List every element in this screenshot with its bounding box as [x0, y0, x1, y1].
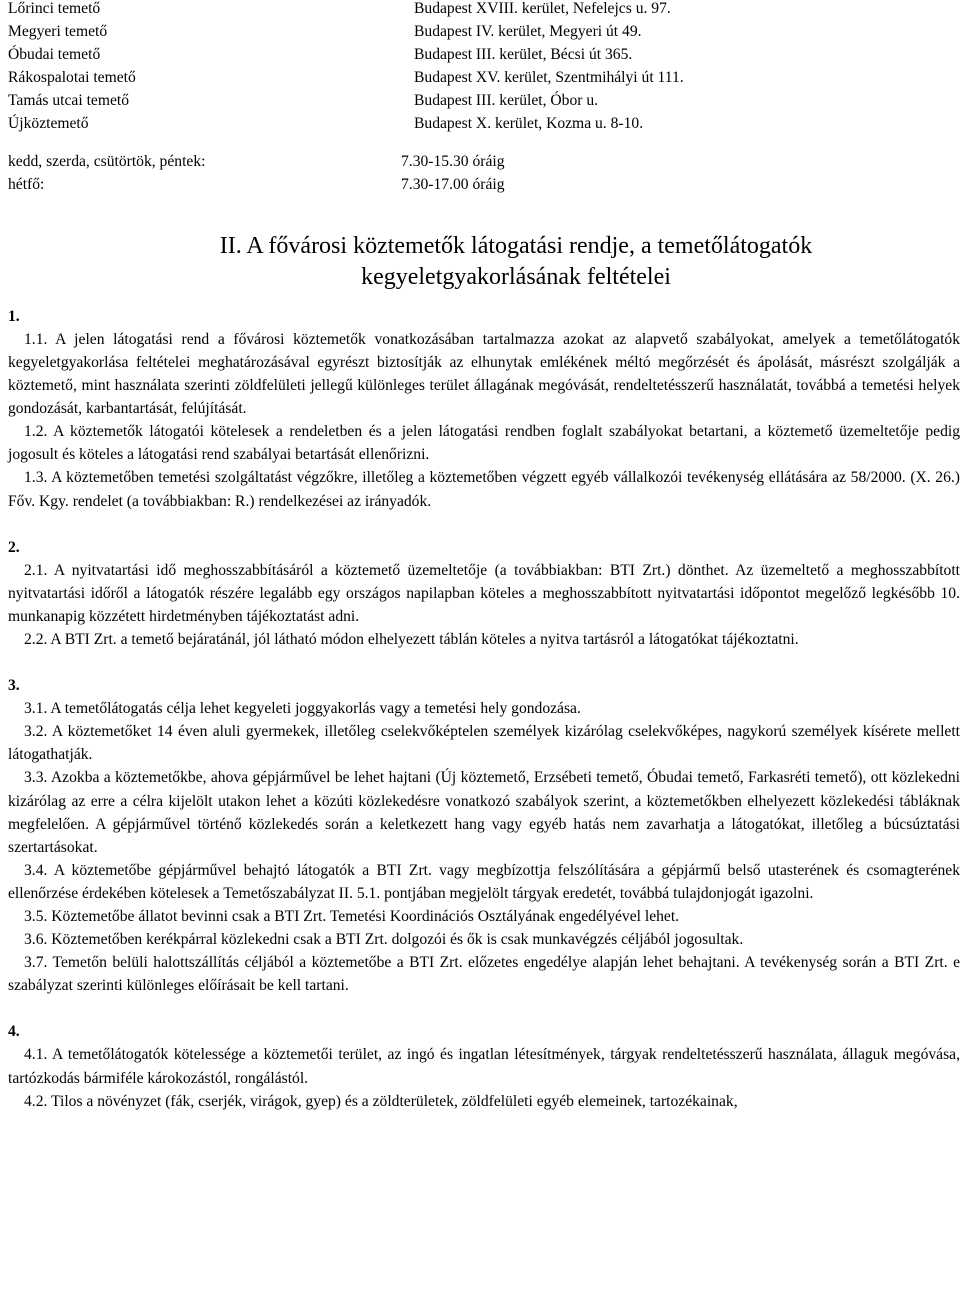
cemetery-name: Újköztemető — [8, 115, 89, 133]
cemetery-address: Budapest III. kerület, Óbor u. — [414, 92, 599, 110]
section-number: 3. — [8, 677, 20, 695]
paragraph: 3.4. A köztemetőbe gépjárművel behajtó látogatók a BTI Zrt. vagy megbízottja felszólítására a gépjármű belső utasterének és csomagterének ellenőrzése érdekében kötelesek a Temetőszabályzat II. 5.1. pontjában megjelölt tárgyak eredetét, továbbá tulajdonjogát igazolni. — [8, 861, 960, 902]
paragraph: 1.1. A jelen látogatási rend a fővárosi köztemetők vonatkozásában tartalmazza azokat az alapvető szabályokat, amelyek a temetőlátogatók kegyeletgyakorlása feltételei meghatározásával egyrészt biztosítják az elhunytak emlékének méltó megőrzését és ápolását, másrészt szolgálják a köztemető, mint használata szerinti zöldfelületi jellegű különleges terület állagának megóvását, rendeltetésszerű használatát, továbbá a temetési helyek gondozását, karbantartását, felújítását. — [8, 330, 960, 418]
paragraph: 3.6. Köztemetőben kerékpárral közlekedni csak a BTI Zrt. dolgozói és ők is csak munkavégzés céljából jogosultak. — [24, 931, 744, 949]
heading-line: II. A fővárosi köztemetők látogatási rendje, a temetőlátogatók — [219, 232, 813, 259]
hours-days: hétfő: — [8, 175, 45, 193]
paragraph: 2.2. A BTI Zrt. a temető bejáratánál, jól látható módon elhelyezett táblán köteles a nyitva tartásról a látogatókat tájékoztatni. — [24, 630, 799, 648]
cemetery-name: Lőrinci temető — [8, 0, 101, 17]
paragraph: 4.2. Tilos a növényzet (fák, cserjék, virágok, gyep) és a zöldterületek, zöldfelületi egyéb elemeinek, tartozékainak, — [24, 1092, 738, 1110]
paragraph: 3.7. Temetőn belüli halottszállítás céljából a köztemetőbe a BTI Zrt. előzetes engedélye alapján lehet behajtani. A tevékenység során a BTI Zrt. e szabályzat szerinti különleges előírásait be kell tartani. — [8, 954, 960, 995]
paragraph: 3.3. Azokba a köztemetőkbe, ahova gépjárművel be lehet hajtani (Új köztemető, Erzsébeti temető, Óbudai temető, Farkasréti temető), ott közlekedni kizárólag az erre a célra kijelölt utakon lehet a közúti közlekedésre vonatkozó szabályok szerint, a köztemetőkben elhelyezett közlekedési tábláknak megfelelően. A gépjárművel történő közlekedés során a keletkezett hang vagy egyéb hatás nem zavarhatja a látogatókat, illetőleg a búcsúztatási szertartásokat. — [8, 769, 960, 856]
paragraph: 3.5. Köztemetőbe állatot bevinni csak a BTI Zrt. Temetési Koordinációs Osztályának engedélyével lehet. — [24, 908, 680, 925]
hours-row — [8, 150, 960, 173]
cemetery-row — [8, 89, 960, 112]
paragraph: 2.1. A nyitvatartási idő meghosszabbításáról a köztemető üzemeltetője (a továbbiakban: BTI Zrt.) dönthet. Az üzemeltető a meghosszabbított nyitvatartási időről a látogatók részére legalább egy országos napilapban köteles a meghosszabbított nyitvatartási időpontot megelőző legkésőbb 10. munkanapig közzétett hirdetményben tájékoztatást adni. — [8, 561, 960, 625]
paragraph: 3.2. A köztemetőket 14 éven aluli gyermekek, illetőleg cselekvőképtelen személyek kizárólag cselekvőképes, nagykorú személyek kísérete mellett látogathatják. — [8, 723, 960, 764]
hours-time: 7.30-15.30 óráig — [401, 152, 505, 170]
section-number: 1. — [8, 307, 20, 325]
opening-hours — [8, 150, 960, 196]
spacer — [8, 997, 960, 1020]
paragraph: 1.3. A köztemetőben temetési szolgáltatást végzőkre, illetőleg a köztemetőben végzett egyéb vállalkozói tevékenység ellátására az 58/2000. (X. 26.) Főv. Kgy. rendelet (a továbbiakban: R.) rendelkezései az irányadók. — [8, 469, 960, 510]
chapter-heading — [152, 231, 880, 293]
cemetery-address: Budapest III. kerület, Bécsi út 365. — [414, 46, 633, 64]
cemetery-address: Budapest XVIII. kerület, Nefelejcs u. 97. — [414, 0, 671, 17]
cemetery-name: Megyeri temető — [8, 23, 108, 41]
spacer — [8, 513, 960, 536]
cemetery-address: Budapest X. kerület, Kozma u. 8-10. — [414, 115, 644, 133]
spacer — [8, 651, 960, 674]
cemetery-name: Rákospalotai temető — [8, 69, 136, 87]
paragraph: 1.2. A köztemetők látogatói kötelesek a rendeletben és a jelen látogatási rendben foglalt szabályokat betartani, a köztemető üzemeltetője pedig jogosult és köteles a látogatási rend szabályai betartását ellenőrizni. — [8, 423, 960, 464]
section-number: 4. — [8, 1023, 20, 1041]
cemetery-row — [8, 66, 960, 89]
paragraph: 3.1. A temetőlátogatás célja lehet kegyeleti joggyakorlás vagy a temetési hely gondozása. — [24, 700, 581, 718]
cemetery-row — [8, 112, 960, 135]
cemetery-address: Budapest XV. kerület, Szentmihályi út 111. — [414, 69, 684, 87]
cemetery-address: Budapest IV. kerület, Megyeri út 49. — [414, 23, 642, 41]
hours-time: 7.30-17.00 óráig — [401, 175, 505, 193]
hours-days: kedd, szerda, csütörtök, péntek: — [8, 152, 206, 170]
cemetery-name: Óbudai temető — [8, 46, 101, 64]
section-number: 2. — [8, 538, 20, 556]
paragraph: 4.1. A temetőlátogatók kötelessége a köztemetői terület, az ingó és ingatlan létesítmények, tárgyak rendeltetésszerű használata, állaguk megóvása, tartózkodás bármiféle károkozástól, rongálástól. — [8, 1046, 960, 1087]
cemetery-address-list — [8, 0, 960, 136]
cemetery-row — [8, 0, 960, 20]
cemetery-name: Tamás utcai temető — [8, 92, 130, 110]
document-page — [8, 0, 960, 1113]
cemetery-row — [8, 43, 960, 66]
cemetery-row — [8, 20, 960, 43]
hours-row — [8, 173, 960, 196]
heading-line: kegyeletgyakorlásának feltételei — [361, 263, 671, 290]
